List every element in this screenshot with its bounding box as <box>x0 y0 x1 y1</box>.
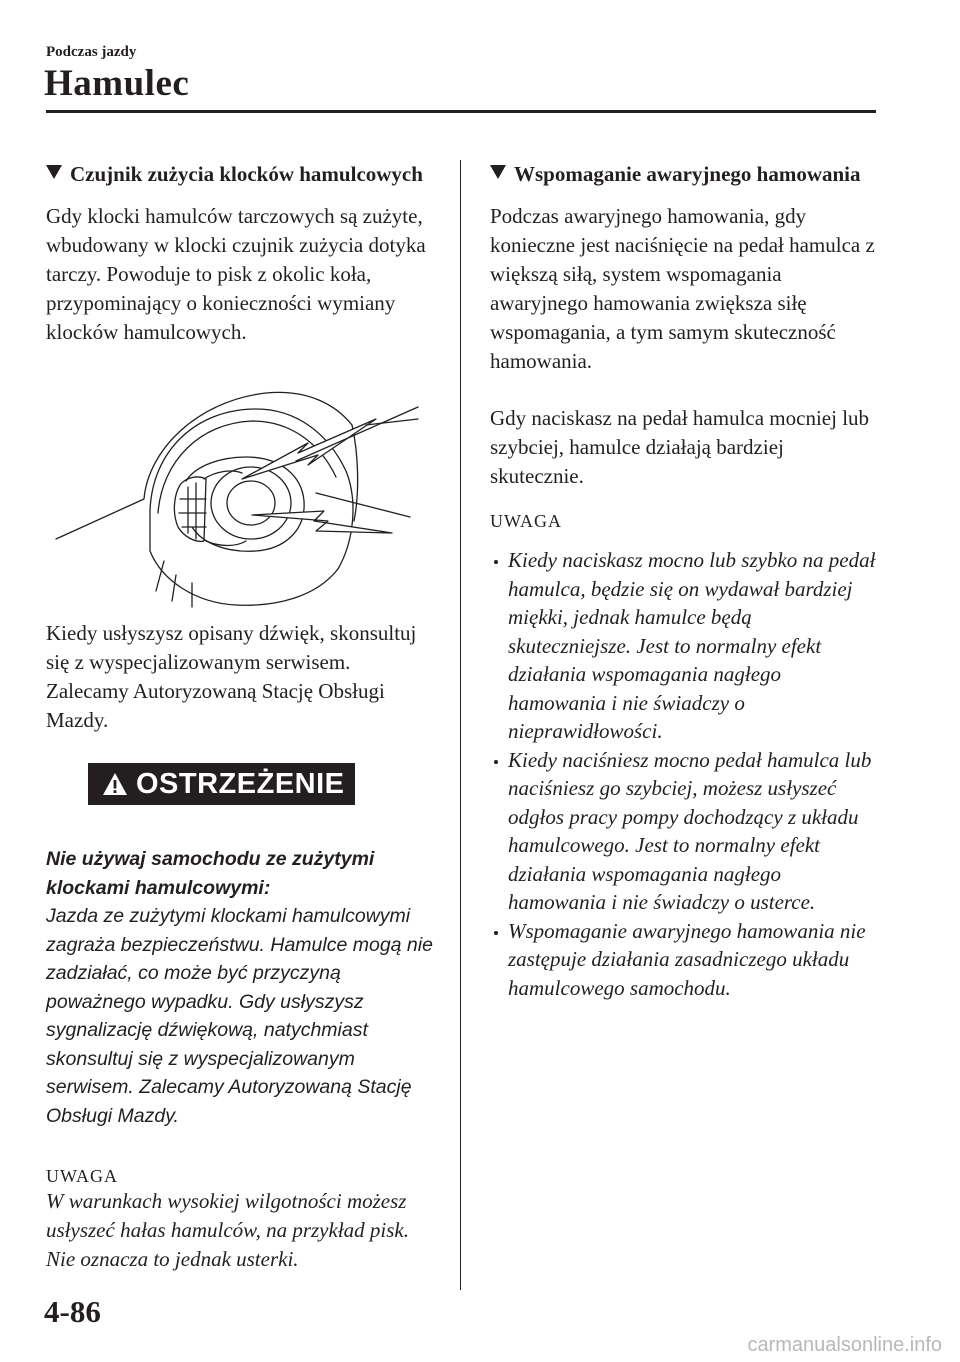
watermark: carmanualsonline.info <box>747 1334 942 1356</box>
bullet-dot-icon <box>494 931 498 935</box>
brake-wear-illustration <box>46 361 426 611</box>
right-note-list <box>490 546 880 1002</box>
paragraph-spacer <box>490 376 880 404</box>
page-title: Hamulec <box>44 63 190 104</box>
right-note-label: UWAGA <box>490 511 562 531</box>
right-para-2: Gdy naciskasz na pedał hamulca mocniej lub szybciej, hamulce działają bardziej skutecznie. <box>490 406 870 488</box>
list-item <box>490 917 880 1003</box>
left-heading <box>46 160 438 188</box>
warning-triangle-icon <box>102 772 128 796</box>
header-rule <box>46 110 876 113</box>
column-divider <box>460 160 461 1290</box>
triangle-down-icon <box>46 165 62 179</box>
section-kicker: Podczas jazdy <box>46 44 137 60</box>
right-column <box>490 160 880 1002</box>
warning-body: Jazda ze zużytymi klockami hamulcowymi zagraża bezpieczeństwu. Hamulce mogą nie zadziałać, co może być przyczyną poważnego wypadku. Gdy usłyszysz sygnalizację dźwiękową, natychmiast skonsultuj się z wyspecjalizowanym serwisem. Zalecamy Autoryzowaną Stację Obsługi Mazdy. <box>46 905 433 1127</box>
left-column <box>46 160 438 1274</box>
triangle-down-icon <box>490 165 506 179</box>
left-intro: Gdy klocki hamulców tarczowych są zużyte, wbudowany w klocki czujnik zużycia dotyka tarczy. Powoduje to pisk z okolic koła, przypominający o konieczności wymiany klocków hamulcowych. <box>46 204 426 344</box>
left-heading-text: Czujnik zużycia klocków hamulcowych <box>70 162 423 186</box>
left-after-image: Kiedy usłyszysz opisany dźwięk, skonsultuj się z wyspecjalizowanym serwisem. Zalecamy Autoryzowaną Stację Obsługi Mazdy. <box>46 621 417 732</box>
list-item <box>490 546 880 746</box>
right-heading-text: Wspomaganie awaryjnego hamowania <box>514 162 861 186</box>
right-para-1: Podczas awaryjnego hamowania, gdy konieczne jest naciśnięcie na pedał hamulca z większą siłą, system wspomagania awaryjnego hamowania zwiększa siłę wspomagania, a tym samym skuteczność hamowania. <box>490 204 875 373</box>
bullet-dot-icon <box>494 560 498 564</box>
bullet-dot-icon <box>494 760 498 764</box>
warning-block <box>46 845 438 1130</box>
list-item-text: Kiedy naciśniesz mocno pedał hamulca lub naciśniesz go szybciej, możesz usłyszeć odgłos pracy pompy dochodzący z układu hamulcowego. Jest to normalny efekt działania wspomagania nagłego hamowania i nie świadczy o usterce. <box>508 747 872 914</box>
warning-badge <box>88 763 355 805</box>
page-number: 4-86 <box>44 1294 101 1329</box>
list-item-text: Wspomaganie awaryjnego hamowania nie zastępuje działania zasadniczego układu hamulcowego samochodu. <box>508 918 866 1000</box>
right-heading <box>490 160 880 188</box>
left-note-text: W warunkach wysokiej wilgotności możesz usłyszeć hałas hamulców, na przykład pisk. Nie oznacza to jednak usterki. <box>46 1189 409 1271</box>
list-item <box>490 746 880 917</box>
left-note-label: UWAGA <box>46 1166 118 1186</box>
warning-heading: Nie używaj samochodu ze zużytymi klockami hamulcowymi: <box>46 848 375 899</box>
warning-label: OSTRZEŻENIE <box>136 767 345 800</box>
list-item-text: Kiedy naciskasz mocno lub szybko na pedał hamulca, będzie się on wydawał bardziej miękki, jednak hamulce będą skuteczniejsze. Jest to normalny efekt działania wspomagania nagłego hamowania i nie świadczy o nieprawidłowości. <box>508 548 876 743</box>
